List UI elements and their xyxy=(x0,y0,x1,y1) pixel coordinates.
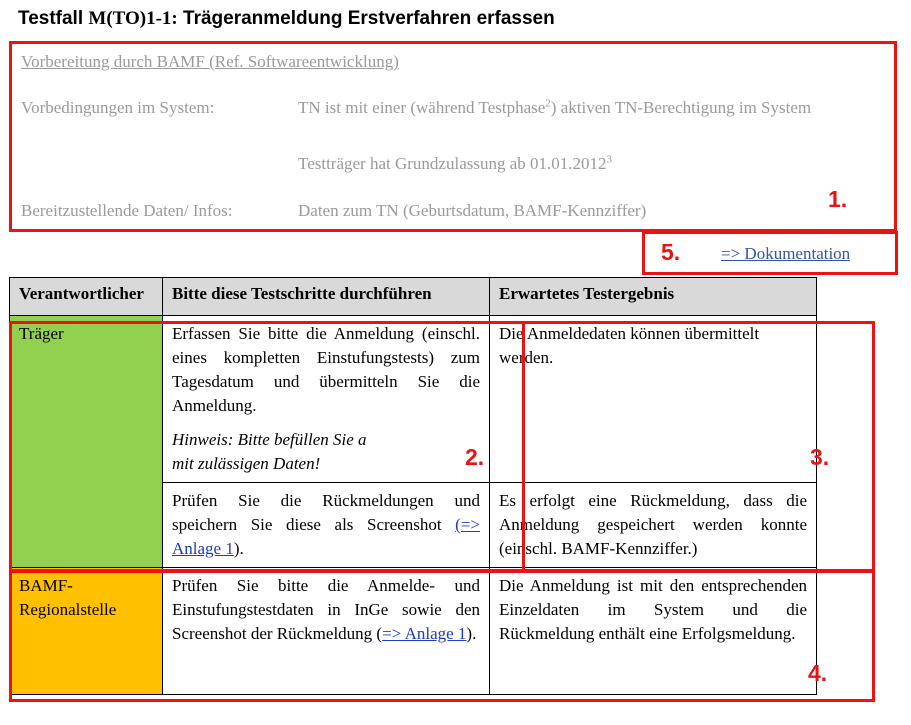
header-expected: Erwartetes Testergebnis xyxy=(490,278,817,316)
table-row xyxy=(10,316,817,483)
result-feedback: Es erfolgt eine Rückmeldung, dass die Anmeldung gespeichert werden konnte (einschl. BAMF-Kennziffer.) xyxy=(490,483,817,568)
role-bamf: BAMF-Regionalstelle xyxy=(10,568,163,695)
result-success: Die Anmeldung ist mit den entsprechenden Einzeldaten im System und die Rückmeldung enthält eine Erfolgsmeldung. xyxy=(490,568,817,695)
table-header-row xyxy=(10,278,817,316)
step-register: Erfassen Sie bitte die Anmeldung (einschl. eines kompletten Einstufungstests) zum Tagesdatum und übermitteln Sie die Anmeldung. Hinweis: Bitte befüllen Sie a mit zulässigen Daten! xyxy=(163,316,490,483)
result-transmit: Die Anmeldedaten können übermittelt werden. xyxy=(490,316,817,483)
test-steps-table xyxy=(9,277,817,695)
marker-5: 5. xyxy=(661,239,681,265)
preconditions-label: Vorbedingungen im System: xyxy=(21,98,215,117)
hint-text: Hinweis: Bitte befüllen Sie a mit zulässigen Daten! xyxy=(172,430,367,473)
preparation-box xyxy=(9,41,897,232)
marker-1: 1. xyxy=(828,186,848,212)
preparation-heading: Vorbereitung durch BAMF (Ref. Softwareentwicklung) xyxy=(21,52,399,71)
marker-4: 4. xyxy=(808,660,828,686)
precondition-2: Testträger hat Grundzulassung ab 01.01.2012$^3$ xyxy=(298,153,613,173)
documentation-link[interactable]: => Dokumentation xyxy=(721,244,851,263)
role-traeger: Träger xyxy=(10,316,163,568)
annex-1-link[interactable]: (=> Anlage 1 xyxy=(172,515,480,558)
header-responsible: Verantwortlicher xyxy=(10,278,163,316)
precondition-1: TN ist mit einer (während Testphase$^2$) aktiven TN-Berechtigung im System xyxy=(298,97,812,117)
marker-3: 3. xyxy=(810,444,830,470)
header-steps: Bitte diese Testschritte durchführen xyxy=(163,278,490,316)
page-title: Testfall M(TO)1-1: Trägeranmeldung Erstverfahren erfassen xyxy=(18,8,555,29)
marker-2: 2. xyxy=(465,444,485,470)
data-value: Daten zum TN (Geburtsdatum, BAMF-Kennziffer) xyxy=(298,201,647,220)
data-label: Bereitzustellende Daten/ Infos: xyxy=(21,201,233,220)
table-row xyxy=(10,568,817,695)
step-check-feedback: Prüfen Sie die Rückmeldungen und speichern Sie diese als Screenshot (=> Anlage 1). xyxy=(163,483,490,568)
step-check-data: Prüfen Sie bitte die Anmelde- und Einstufungstestdaten in InGe sowie den Screenshot der Rückmeldung (=> Anlage 1). xyxy=(163,568,490,695)
documentation-box xyxy=(642,231,898,275)
annex-1-link[interactable]: => Anlage 1 xyxy=(382,624,467,643)
